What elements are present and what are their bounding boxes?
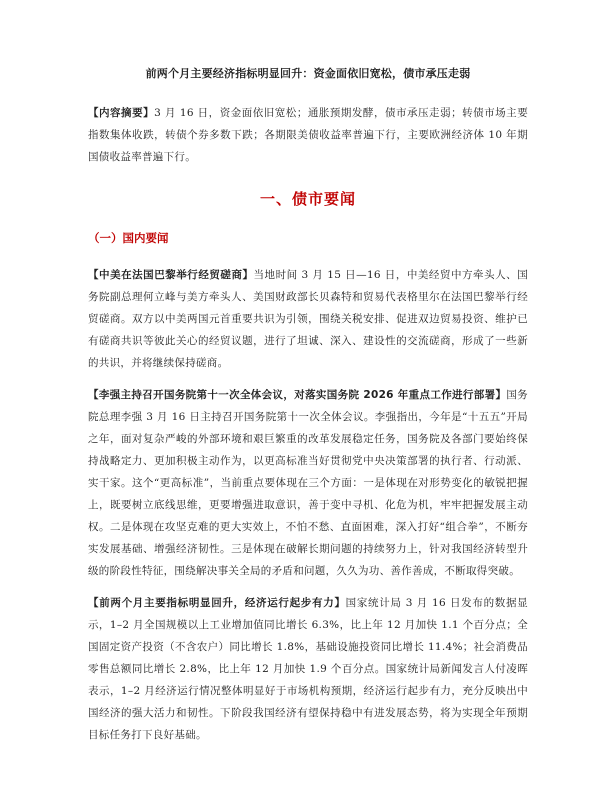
document-title: 前两个月主要经济指标明显回升：资金面依旧宽松，债市承压走弱 [145, 67, 471, 80]
summary-label: 【内容摘要】 [88, 107, 155, 119]
news-item-lead: 【李强主持召开国务院第十一次全体会议，对落实国务院 2026 年重点工作进行部署】 [88, 389, 507, 401]
section-heading: 一、债市要闻 [259, 190, 356, 208]
sub-heading-domestic-news: （一）国内要闻 [88, 231, 169, 245]
summary-text: 3 月 16 日，资金面依旧宽松；通胀预期发酵，债市承压走弱；转债市场主要指数集体收跌，转债个券多数下跌；各期限美债收益率普遍下行，主要欧洲经济体 10 年期国债收益率普遍下行。 [88, 107, 528, 163]
news-item-text: 国家统计局 3 月 16 日发布的数据显示，1–2 月全国规模以上工业增加值同比增长 6.3%，比上年 12 月加快 1.1 个百分点；全国固定资产投资（不含农户）同比增长 1.8%，基础设施投资同比增长 11.4%；社会消费品零售总额同比增长 2.8%，比上年 12 月加快 1.9 个百分点。国家统计局新闻发言人付凌晖表示，1–2 月经济运行情况整体明显好于市场机构预期，经济运行起步有力，充分反映出中国经济的强大活力和韧性。下阶段我国经济有望保持稳中有进发展态势，将为实现全年预期目标任务打下良好基础。 [88, 597, 528, 741]
news-item-trade-talks [88, 264, 528, 374]
news-item-lead: 【中美在法国巴黎举行经贸磋商】 [88, 269, 254, 281]
news-item-economic-indicators [88, 592, 528, 746]
news-item-text: 当地时间 3 月 15 日—16 日，中美经贸中方牵头人、国务院副总理何立峰与美方牵头人、美国财政部长贝森特和贸易代表格里尔在法国巴黎举行经贸磋商。双方以中美两国元首重要共识为引领，围绕关税安排、促进双边贸易投资、维护已有磋商共识等彼此关心的经贸议题，进行了坦诚、深入、建设性的交流磋商，形成了一些新的共识，并将继续保持磋商。 [88, 269, 528, 369]
news-item-state-council [88, 384, 528, 582]
news-item-lead: 【前两个月主要指标明显回升，经济运行起步有力】 [88, 597, 346, 609]
news-item-text: 国务院总理李强 3 月 16 日主持召开国务院第十一次全体会议。李强指出，今年是“十五五”开局之年，面对复杂严峻的外部环境和艰巨繁重的改革发展稳定任务，国务院及各部门要始终保持战略定力、更加积极主动作为，以更高标准当好贯彻党中央决策部署的执行者、行动派、实干家。这个“更高标准”，当前重点要体现在三个方面：一是体现在对形势变化的敏锐把握上，既要树立底线思维，更要增强进取意识，善于变中寻机、化危为机，牢牢把握发展主动权。二是体现在攻坚克难的更大实效上，不怕不愁、直面困难，深入打好“组合拳”，不断夯实发展基础、增强经济韧性。三是体现在破解长期问题的持续努力上，针对我国经济转型升级的阶段性特征，围绕解决事关全局的矛盾和问题，久久为功、善作善成，不断取得突破。 [88, 389, 528, 577]
content-summary [88, 102, 528, 168]
